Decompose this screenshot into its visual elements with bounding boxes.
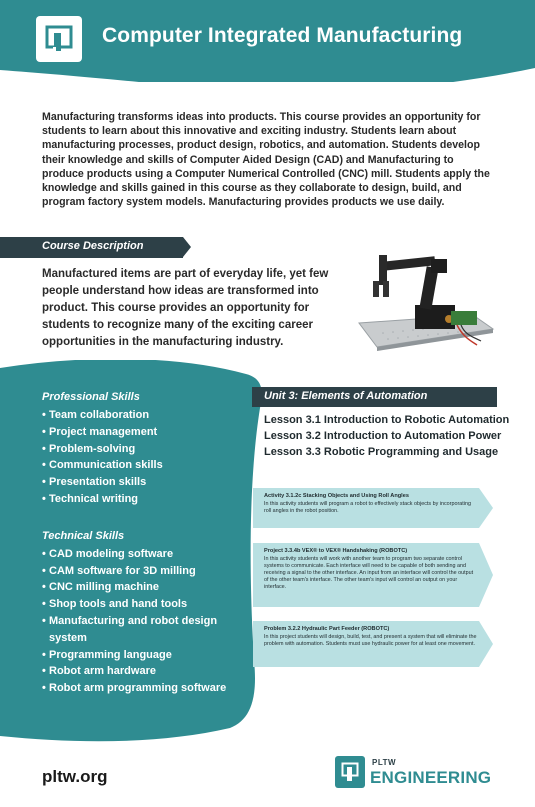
activity-card bbox=[253, 488, 493, 528]
list-item: • Communication skills bbox=[42, 457, 252, 474]
intro-paragraph: Manufacturing transforms ideas into products. This course provides an opportunity for students to learn about this innovative and exciting industry. Students learn about manufacturing processes, product design, robotics, and automation. Students develop their knowledge and skills of Computer Aided Design (CAD) and Manufacturing to produce products using a Computer Numerical Controlled (CNC) mill. Students apply the knowledge and skills gained in this course as they collaborate to design, build, and program factory system models. Manufacturing provides products we use daily. bbox=[42, 111, 490, 209]
list-item: • Project management bbox=[42, 424, 252, 441]
list-item: • Technical writing bbox=[42, 491, 252, 508]
robot-arm-image bbox=[353, 245, 495, 357]
unit-label: Unit 3: Elements of Automation bbox=[264, 390, 428, 402]
activity-card bbox=[253, 543, 493, 607]
list-item: • Presentation skills bbox=[42, 474, 252, 491]
technical-skills-title: Technical Skills bbox=[42, 529, 125, 542]
activity-title: Activity 3.1.2c Stacking Objects and Using Roll Angles bbox=[264, 493, 409, 499]
list-item: • Manufacturing and robot design system bbox=[42, 613, 252, 647]
page-title: Computer Integrated Manufacturing bbox=[102, 24, 463, 47]
header-banner bbox=[0, 0, 535, 82]
list-item: • Robot arm programming software bbox=[42, 680, 252, 697]
lesson-item: Lesson 3.1 Introduction to Robotic Automation bbox=[264, 414, 510, 426]
course-description-banner bbox=[0, 237, 183, 258]
list-item: • Programming language bbox=[42, 647, 252, 664]
lesson-list bbox=[264, 413, 514, 460]
activity-card bbox=[253, 621, 493, 667]
list-item: • Problem-solving bbox=[42, 441, 252, 458]
lesson-item: Lesson 3.3 Robotic Programming and Usage bbox=[264, 445, 499, 458]
brand-small-text: PLTW bbox=[372, 758, 397, 767]
activity-description: In this project students will design, build, test, and present a system that will eliminate the problem with automation. Students must use hydraulic power for at least one movement. bbox=[264, 634, 477, 647]
list-item: • CAM software for 3D milling bbox=[42, 563, 252, 580]
professional-skills-title: Professional Skills bbox=[42, 391, 140, 403]
activity-description: In this activity students will program a robot to effectively stack objects by incorporating roll angles in the robot position. bbox=[264, 501, 471, 514]
brand-large-text: ENGINEERING bbox=[370, 768, 492, 787]
list-item: • Shop tools and hand tools bbox=[42, 596, 252, 613]
list-item: • Robot arm hardware bbox=[42, 663, 252, 680]
footer-url-link[interactable]: pltw.org bbox=[42, 767, 108, 786]
activity-title: Problem 3.2.2 Hydraulic Part Feeder (ROBOTC) bbox=[264, 626, 390, 632]
course-description-label: Course Description bbox=[42, 240, 144, 252]
list-item: • Team collaboration bbox=[42, 407, 252, 424]
course-description-text: Manufactured items are part of everyday life, yet few people understand how ideas are transformed into product. This course provides an opportunity for students to recognize many of the exciting career opportunities in the manufacturing industry. bbox=[42, 268, 329, 348]
activity-title: Project 3.3.4b VEX® to VEX® Handshaking (ROBOTC) bbox=[264, 548, 408, 554]
pltw-logo-icon bbox=[36, 16, 82, 62]
list-item: • CNC milling machine bbox=[42, 579, 252, 596]
activity-description: In this activity students will work with another team to program two separate control systems to communicate. Each interface will need to be capable of both sending and receiving a signal to the other interface. An input from an interface will control the output of the other team's interface. The other team's input will control an output on your interface. bbox=[264, 556, 474, 590]
pltw-footer-logo-icon bbox=[335, 756, 365, 788]
technical-skills-list bbox=[42, 546, 252, 697]
list-item: • CAD modeling software bbox=[42, 546, 252, 563]
professional-skills-list bbox=[42, 407, 252, 508]
unit-banner bbox=[252, 387, 497, 407]
lesson-item: Lesson 3.2 Introduction to Automation Power bbox=[264, 429, 502, 442]
skills-panel bbox=[0, 360, 265, 742]
